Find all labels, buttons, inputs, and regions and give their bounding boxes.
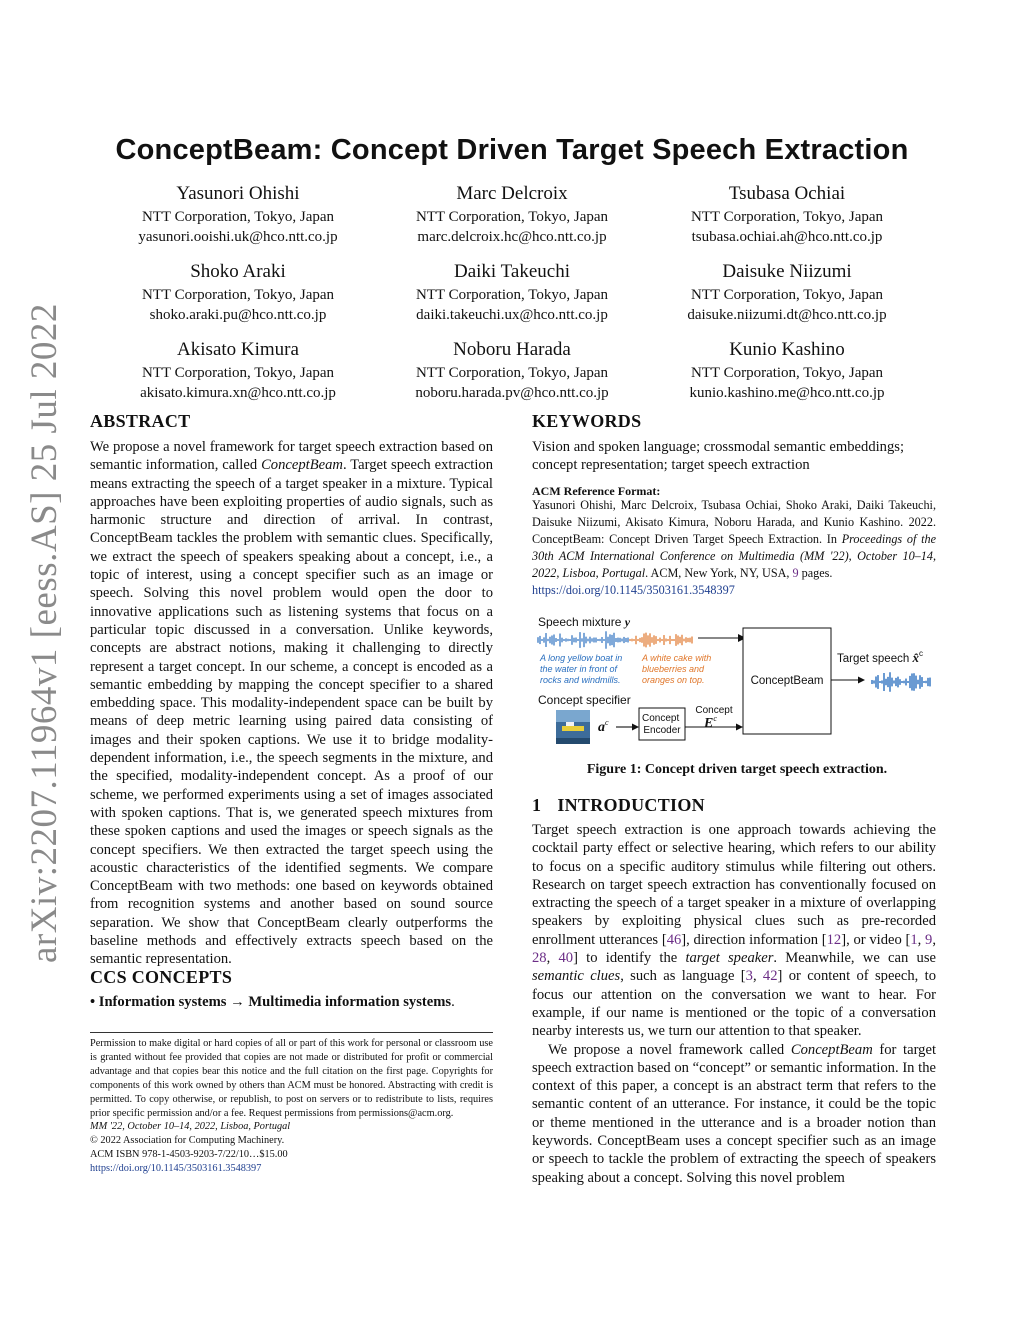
copyright-line: © 2022 Association for Computing Machinery. bbox=[90, 1135, 285, 1147]
author-affiliation: NTT Corporation, Tokyo, Japan bbox=[415, 209, 609, 225]
arrow-icon bbox=[632, 724, 639, 731]
permission-footnote bbox=[90, 1037, 493, 1176]
orange-caption: A white cake with blueberries and oranges on top. bbox=[642, 653, 712, 685]
author-email[interactable]: noboru.harada.pv@hco.ntt.co.jp bbox=[415, 385, 609, 401]
abstract-name: ConceptBeam bbox=[261, 457, 343, 474]
citation-link[interactable]: 28 bbox=[532, 950, 547, 967]
author-block bbox=[98, 259, 378, 325]
permission-text: Permission to make digital or hard copies of all or part of this work for personal or classroom use is granted without fee provided that copies are not made or distributed for profit or commercial advantage and that copies bear this notice and the full citation on the first page. Copyrights for components of this work owned by others than ACM must be honored. Abstracting with credit is permitted. To copy otherwise, or republish, to post on servers or to redistribute to lists, requires prior specific permission and/or a fee. Request permissions from permissions@acm.org. bbox=[90, 1038, 493, 1119]
author-email[interactable]: tsubasa.ochiai.ah@hco.ntt.co.jp bbox=[691, 229, 883, 245]
target-waveform bbox=[872, 672, 930, 692]
doi-link[interactable]: https://doi.org/10.1145/3503161.3548397 bbox=[532, 583, 735, 597]
abstract-body bbox=[90, 438, 493, 969]
author-name: Daisuke Niizumi bbox=[722, 261, 852, 282]
citation-link[interactable]: 40 bbox=[558, 950, 574, 967]
figure-1-diagram bbox=[532, 610, 942, 755]
abstract-heading: ABSTRACT bbox=[90, 411, 191, 431]
author-name: Akisato Kimura bbox=[177, 339, 299, 360]
author-name: Marc Delcroix bbox=[456, 183, 568, 204]
author-email[interactable]: daisuke.niizumi.dt@hco.ntt.co.jp bbox=[687, 307, 887, 323]
intro-paragraph-2: We propose a novel framework called ConceptBeam for target speech extraction based on “concept” or semantic information. In the context of this paper, a concept is an abstract term that refers to the semantic content of an utterance. For instance, it could be the topic or theme mentioned in the utterance and is a broader notion than keywords. ConceptBeam uses a concept specifier such as an image or speech to tackle the problem of extracting the speech of speakers speaking about a concept. Solving this novel problem bbox=[532, 1041, 936, 1186]
author-name: Daiki Takeuchi bbox=[454, 261, 570, 282]
pages-link[interactable]: 9 bbox=[792, 566, 799, 580]
blue-caption: A long yellow boat in the water in front of rocks and windmills. bbox=[540, 653, 623, 685]
author-email[interactable]: yasunori.ooishi.uk@hco.ntt.co.jp bbox=[138, 229, 338, 245]
arrow-icon: → bbox=[230, 994, 245, 1010]
author-name: Shoko Araki bbox=[190, 261, 286, 282]
author-email[interactable]: kunio.kashino.me@hco.ntt.co.jp bbox=[689, 385, 885, 401]
author-block bbox=[98, 181, 378, 247]
abstract-text: . Target speech extraction means extracting the speech of a target speaker in a mixture. Typical approaches have been exploiting properties of audio signals, such as harmonic structure and direction of arrival. In contrast, ConceptBeam tackles the problem with semantic clues. Specifically, we extract the speech of speakers speaking about a concept, i.e., a topic of interest, using a concept specifier such as an image or speech. Solving this novel problem would open the door to innovative applications such as listening systems that focus on a particular topic discussed in a conversation. Unlike keywords, concepts are abstract notions, making it challenging to directly represent a target concept. In our scheme, a concept is encoded as a semantic embedding by mapping the concept specifier to a shared embedding space. This modality-independent space can be built by means of deep metric learning using paired data consisting of images and their spoken captions. We use it to bridge modality-dependent information, i.e., the speech segments in the mixture, and the specified, modality-independent concept. As a proof of our scheme, we performed experiments using a set of images associated with spoken captions. That is, we generated speech mixtures from these spoken captions and used the images or speech signals as the concept specifiers. We then extracted the target speech using the acoustic characteristics of the identified segments. We compare ConceptBeam with two methods: one based on keywords obtained from recognition systems and another based on sound source separation. We show that ConceptBeam clearly outperforms the baseline methods and effectively extracts speech based on the semantic representation. bbox=[90, 457, 493, 968]
speech-mixture-label: Speech mixture y bbox=[538, 615, 631, 629]
arrow-icon bbox=[736, 724, 743, 731]
citation-link[interactable]: 9 bbox=[925, 931, 933, 948]
doi-link[interactable]: https://doi.org/10.1145/3503161.3548397 bbox=[90, 1163, 262, 1175]
intro-paragraph-1: Target speech extraction is one approach towards achieving the cocktail party effect or selective hearing, which refers to our ability to focus on a specific auditory stimulus while filtering out others. Research on target speech extraction has conventionally focused on extracting the speech of a target speaker in a mixture of overlapping speakers by exploiting physical clues such as pre-recorded enrollment utterances [46], direction information [12], or video [1, 9, 28, 40] to identify the target speaker. Meanwhile, we can use semantic clues, such as language [3, 42] or content of speech, to focus our attention on the conversation we want to hear. For example, if our name is mentioned or the topic of a conversation nearby interests us, we turn our attention to that speaker. bbox=[532, 822, 937, 1040]
author-block bbox=[98, 337, 378, 403]
author-block bbox=[372, 337, 652, 403]
citation-link[interactable]: 46 bbox=[666, 931, 682, 948]
citation-link[interactable]: 3 bbox=[745, 968, 753, 985]
ccs-heading: CCS CONCEPTS bbox=[90, 967, 233, 987]
abstract-text: We propose a novel framework for target speech extraction based on semantic information, called bbox=[90, 439, 493, 474]
ref-text: pages. bbox=[798, 566, 833, 580]
author-block bbox=[647, 337, 927, 403]
arrow-icon bbox=[858, 677, 865, 684]
author-affiliation: NTT Corporation, Tokyo, Japan bbox=[690, 365, 884, 381]
ref-text: . ACM, New York, NY, USA, bbox=[645, 566, 793, 580]
keywords-heading: KEYWORDS bbox=[532, 411, 642, 431]
author-block bbox=[647, 181, 927, 247]
ccs-item-a: Information systems bbox=[98, 994, 227, 1010]
boat-image-icon bbox=[556, 710, 590, 744]
footnote-divider bbox=[90, 1032, 493, 1033]
isbn-line: ACM ISBN 978-1-4503-9203-7/22/10…$15.00 bbox=[90, 1149, 288, 1161]
author-affiliation: NTT Corporation, Tokyo, Japan bbox=[690, 287, 884, 303]
keywords-text: Vision and spoken language; crossmodal semantic embeddings; concept representation; target speech extraction bbox=[532, 439, 904, 474]
embedding-symbol: $E^c$ bbox=[704, 714, 717, 731]
author-block bbox=[372, 181, 652, 247]
section-title: INTRODUCTION bbox=[557, 795, 705, 815]
author-affiliation: NTT Corporation, Tokyo, Japan bbox=[141, 287, 335, 303]
acm-reference-text bbox=[532, 497, 936, 599]
concept-vector-symbol: $a^c$ bbox=[598, 718, 609, 735]
citation-link[interactable]: 1 bbox=[910, 931, 918, 948]
ref-proceedings: Proceedings of the 30th ACM International Conference on Multimedia (MM '22), October 10–14, 2022, Lisboa, Portugal bbox=[532, 532, 936, 580]
arxiv-identifier: arXiv:2207.11964v1 [eess.AS] 25 Jul 2022 bbox=[24, 303, 65, 963]
author-email[interactable]: daiki.takeuchi.ux@hco.ntt.co.jp bbox=[416, 307, 608, 323]
concept-encoder-label: Concept Encoder bbox=[641, 713, 681, 736]
author-email[interactable]: akisato.kimura.xn@hco.ntt.co.jp bbox=[140, 385, 336, 401]
paper-title: ConceptBeam: Concept Driven Target Speech Extraction bbox=[115, 134, 909, 166]
ccs-period: . bbox=[451, 994, 455, 1010]
citation-link[interactable]: 12 bbox=[826, 931, 842, 948]
intro-heading bbox=[532, 795, 705, 816]
author-affiliation: NTT Corporation, Tokyo, Japan bbox=[415, 287, 609, 303]
author-affiliation: NTT Corporation, Tokyo, Japan bbox=[415, 365, 609, 381]
author-name: Noboru Harada bbox=[453, 339, 571, 360]
figure-caption: Figure 1: Concept driven target speech extraction. bbox=[586, 762, 888, 777]
ccs-bullet: • bbox=[90, 994, 96, 1010]
concept-specifier-label: Concept specifier bbox=[538, 693, 631, 707]
acm-reference-label: ACM Reference Format: bbox=[532, 484, 661, 498]
section-number: 1 bbox=[532, 795, 542, 815]
author-name: Tsubasa Ochiai bbox=[728, 183, 846, 204]
author-block bbox=[372, 259, 652, 325]
ccs-item-b: Multimedia information systems bbox=[248, 994, 452, 1010]
ccs-item bbox=[90, 994, 500, 1011]
author-name: Kunio Kashino bbox=[729, 339, 845, 360]
author-email[interactable]: shoko.araki.pu@hco.ntt.co.jp bbox=[149, 307, 327, 323]
target-speech-label: Target speech x̂$^c$ bbox=[837, 649, 923, 665]
author-email[interactable]: marc.delcroix.hc@hco.ntt.co.jp bbox=[417, 229, 607, 245]
author-affiliation: NTT Corporation, Tokyo, Japan bbox=[141, 209, 335, 225]
ref-text: Yasunori Ohishi, Marc Delcroix, Tsubasa Ochiai, Shoko Araki, Daiki Takeuchi, Daisuke Niizumi, Akisato Kimura, Noboru Harada, and Kunio Kashino. 2022. ConceptBeam: Concept Driven Target Speech Extraction. In bbox=[532, 498, 936, 546]
citation-link[interactable]: 42 bbox=[762, 968, 778, 985]
venue-line: MM '22, October 10–14, 2022, Lisboa, Portugal bbox=[90, 1121, 291, 1133]
embedding-label: Concept bbox=[695, 705, 733, 716]
author-affiliation: NTT Corporation, Tokyo, Japan bbox=[141, 365, 335, 381]
intro-body bbox=[532, 821, 936, 1187]
author-affiliation: NTT Corporation, Tokyo, Japan bbox=[690, 209, 884, 225]
conceptbeam-label: ConceptBeam bbox=[750, 675, 824, 687]
author-block bbox=[647, 259, 927, 325]
author-name: Yasunori Ohishi bbox=[176, 183, 300, 204]
mixture-waveform bbox=[538, 631, 692, 648]
